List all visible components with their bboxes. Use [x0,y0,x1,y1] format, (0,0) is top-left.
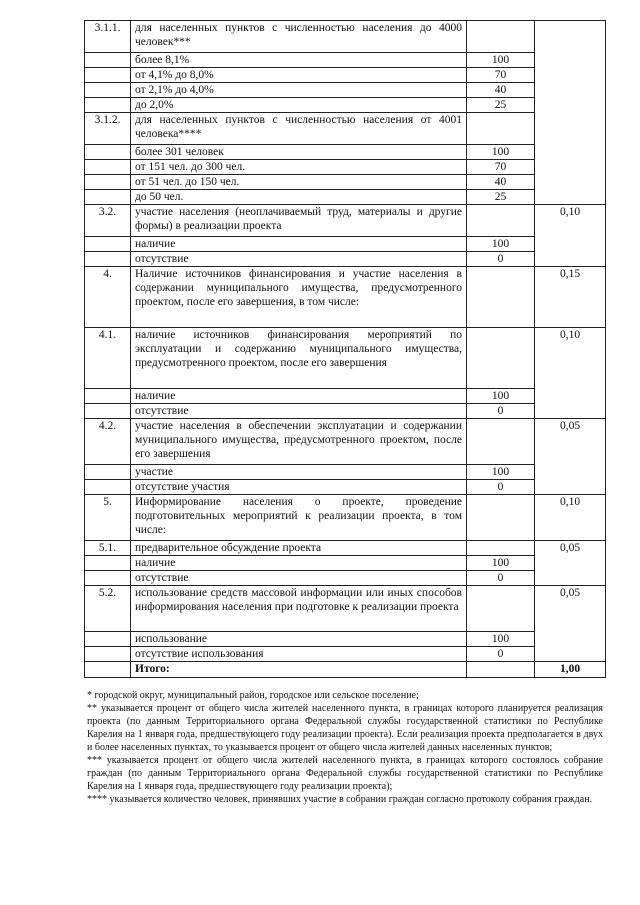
table-row [85,480,606,495]
table-row [85,465,606,480]
row-number: 5.1. [85,541,131,556]
row-text: отсутствие участия [131,480,467,495]
row-text: до 50 чел. [131,190,467,205]
row-score: 0 [467,480,535,495]
row-weight: 0,10 [535,495,606,541]
footnotes [87,689,603,806]
row-weight: 0,05 [535,541,606,586]
row-text: отсутствие [131,404,467,419]
row-weight: 0,05 [535,586,606,662]
row-text: для населенных пунктов с численностью населения от 4001 человека**** [131,113,467,145]
row-text: участие [131,465,467,480]
row-score: 40 [467,175,535,190]
row-text: предварительное обсуждение проекта [131,541,467,556]
row-score: 100 [467,389,535,404]
row-score: 100 [467,632,535,647]
row-number: 5. [85,495,131,541]
row-text: от 51 чел. до 150 чел. [131,175,467,190]
row-score [467,328,535,389]
row-score: 100 [467,145,535,160]
table-row [85,53,606,68]
row-score [467,495,535,541]
row-score [467,205,535,237]
row-score [467,541,535,556]
row-text: отсутствие [131,252,467,267]
row-text: отсутствие использования [131,647,467,662]
row-text: до 2,0% [131,98,467,113]
row-number: 5.2. [85,586,131,632]
table-row [85,175,606,190]
table-row [85,252,606,267]
table-row [85,190,606,205]
table-row [85,571,606,586]
row-text: участие населения (неоплачиваемый труд, материалы и другие формы) в реализации проекта [131,205,467,237]
row-text: более 301 человек [131,145,467,160]
row-text: отсутствие [131,571,467,586]
criteria-table [84,20,606,678]
table-row [85,237,606,252]
footnote: * городской округ, муниципальный район, городское или сельское поселение; [87,690,419,701]
table-row [85,404,606,419]
row-score: 0 [467,647,535,662]
row-text: от 2,1% до 4,0% [131,83,467,98]
row-text: Информирование населения о проекте, проведение подготовительных мероприятий к реализации проекта, в том числе: [131,495,467,541]
table-row [85,556,606,571]
row-score: 25 [467,98,535,113]
row-number: 3.1.2. [85,113,131,145]
row-weight: 0,10 [535,328,606,419]
table-row [85,68,606,83]
row-text: более 8,1% [131,53,467,68]
row-weight: 0,10 [535,205,606,267]
table-row [85,419,606,465]
row-text: от 4,1% до 8,0% [131,68,467,83]
footnote: *** указывается процент от общего числа жителей населенного пункта, в границах которого состоялось собрание граждан (по данным Территориального органа Федеральной службы государственной статистики по Республике Карелия на 1 января года, предшествующего году реализации проекта); [87,755,603,792]
row-text: от 151 чел. до 300 чел. [131,160,467,175]
row-text: использование [131,632,467,647]
table-row [85,98,606,113]
row-text: участие населения в обеспечении эксплуатации и содержании муниципального имущества, предусмотренного проектом, после его завершения [131,419,467,465]
row-number: 3.2. [85,205,131,237]
table-row [85,389,606,404]
table-row [85,267,606,328]
row-score: 0 [467,571,535,586]
row-text: Наличие источников финансирования и участие населения в содержании муниципального имущества, предусмотренного проектом, после его завершения, в том числе: [131,267,467,328]
row-number: 4.2. [85,419,131,465]
table-row [85,647,606,662]
row-weight: 0,15 [535,267,606,328]
row-score: 0 [467,404,535,419]
table-row [85,113,606,145]
table-row [85,495,606,541]
row-score: 100 [467,237,535,252]
table-row [85,160,606,175]
total-label: Итого: [131,662,467,678]
row-score [467,586,535,632]
row-score [467,21,535,53]
table-row [85,83,606,98]
table-row [85,541,606,556]
row-weight: 0,05 [535,419,606,495]
row-number: 3.1.1. [85,21,131,53]
table-row [85,632,606,647]
footnote: ** указывается процент от общего числа жителей населенного пункта, в границах которого планируется реализация проекта (по данным Территориального органа Федеральной службы государственной статистики по Республике Карелия на 1 января года, предшествующего году реализации проекта). Если реализация проекта предполагается в двух и более населенных пунктах, то указывается процент от общего числа жителей данных населенных пунктов; [87,703,603,753]
row-score [467,113,535,145]
row-score: 25 [467,190,535,205]
table-row [85,21,606,53]
row-score: 100 [467,556,535,571]
row-score: 70 [467,160,535,175]
row-text: наличие [131,389,467,404]
row-score: 40 [467,83,535,98]
total-value: 1,00 [535,662,606,678]
row-score: 70 [467,68,535,83]
row-text: для населенных пунктов с численностью населения до 4000 человек*** [131,21,467,53]
row-text: использование средств массовой информации или иных способов информирования населения при подготовке к реализации проекта [131,586,467,632]
table-row [85,586,606,632]
row-number: 4.1. [85,328,131,389]
row-score: 0 [467,252,535,267]
row-text: наличие источников финансирования мероприятий по эксплуатации и содержанию муниципального имущества, предусмотренного проектом, после его завершения [131,328,467,389]
row-score [467,419,535,465]
row-weight [535,21,606,205]
row-text: наличие [131,237,467,252]
row-number: 4. [85,267,131,328]
footnote: **** указывается количество человек, принявших участие в собрании граждан согласно протоколу собрания граждан. [87,794,593,805]
row-score: 100 [467,53,535,68]
table-row [85,145,606,160]
table-row [85,328,606,389]
row-score: 100 [467,465,535,480]
row-text: наличие [131,556,467,571]
row-score [467,267,535,328]
table-row [85,205,606,237]
total-row [85,662,606,678]
